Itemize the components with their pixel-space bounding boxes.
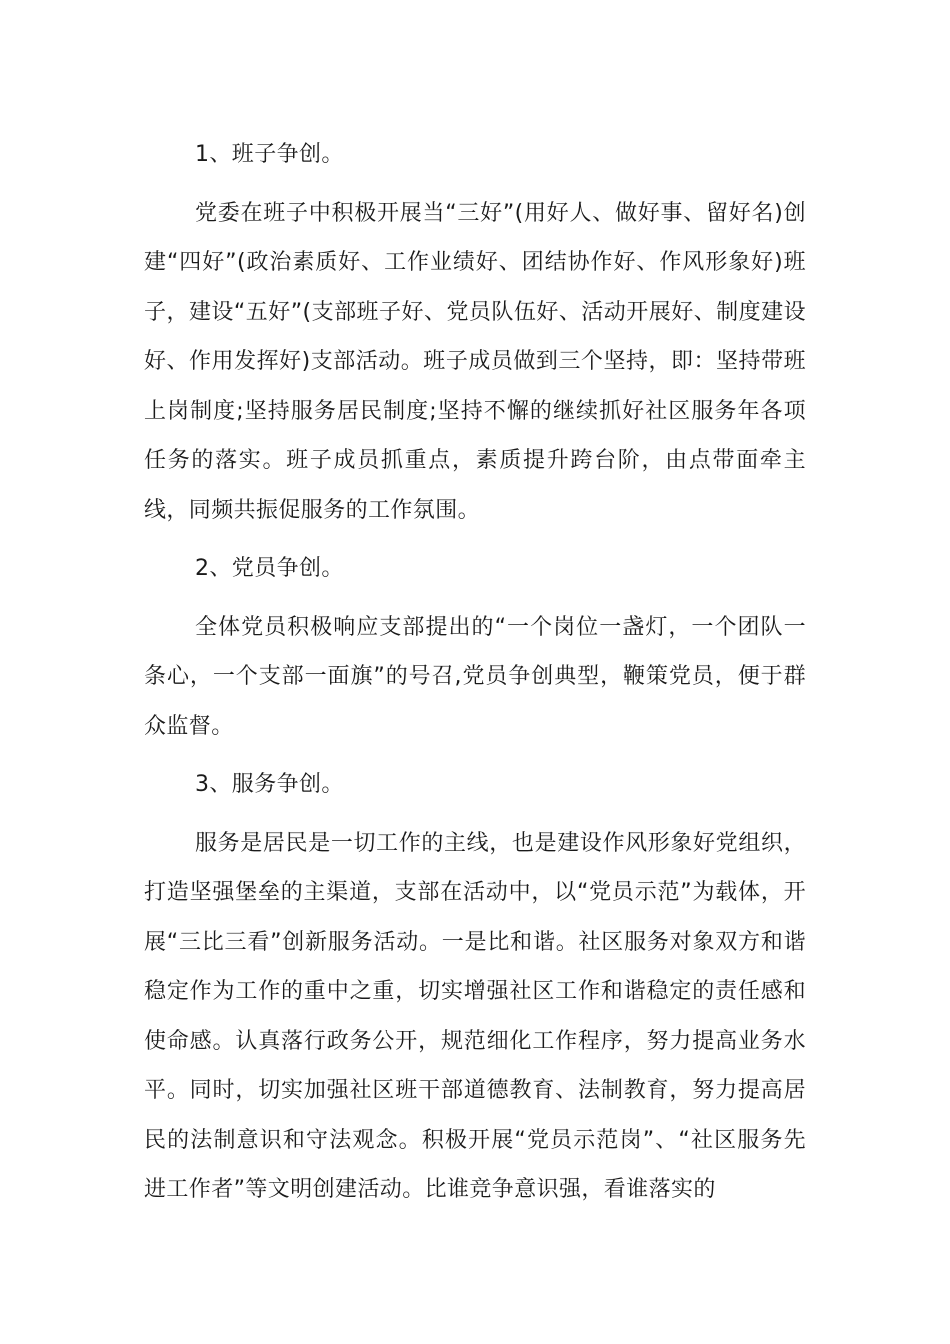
section-heading-1: 1、班子争创。 <box>195 142 344 167</box>
section-heading-3: 3、服务争创。 <box>195 772 344 797</box>
paragraph-2: 全体党员积极响应支部提出的“一个岗位一盏灯，一个团队一条心，一个支部一面旗”的号召,党员争创典型，鞭策党员，便于群众监督。 <box>144 614 806 739</box>
paragraph-3: 服务是居民是一切工作的主线，也是建设作风形象好党组织，打造坚强堡垒的主渠道，支部在活动中，以“党员示范”为载体，开展“三比三看”创新服务活动。一是比和谐。社区服务对象双方和谐稳定作为工作的重中之重，切实增强社区工作和谐稳定的责任感和使命感。认真落行政务公开，规范细化工作程序，努力提高业务水平。同时，切实加强社区班干部道德教育、法制教育，努力提高居民的法制意识和守法观念。积极开展“党员示范岗”、“社区服务先进工作者”等文明创建活动。比谁竞争意识强，看谁落实的 <box>144 830 806 1202</box>
section-heading-2: 2、党员争创。 <box>195 556 344 581</box>
document-body <box>144 130 806 1224</box>
paragraph-1: 党委在班子中积极开展当“三好”(用好人、做好事、留好名)创建“四好”(政治素质好、工作业绩好、团结协作好、作风形象好)班子，建设“五好”(支部班子好、党员队伍好、活动开展好、制度建设好、作用发挥好)支部活动。班子成员做到三个坚持，即：坚持带班上岗制度;坚持服务居民制度;坚持不懈的继续抓好社区服务年各项任务的落实。班子成员抓重点，素质提升跨台阶，由点带面牵主线，同频共振促服务的工作氛围。 <box>144 200 806 523</box>
